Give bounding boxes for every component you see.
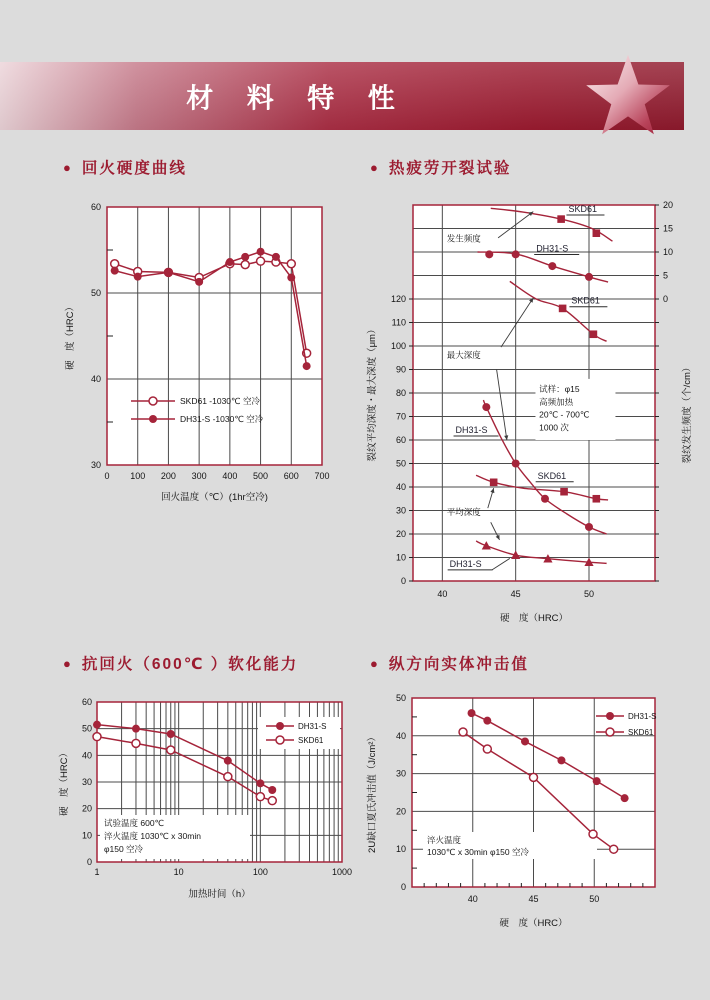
svg-text:10: 10 <box>663 247 674 257</box>
svg-text:0: 0 <box>400 576 406 586</box>
section-title-tempering <box>63 156 187 178</box>
svg-text:110: 110 <box>391 317 406 328</box>
svg-text:50: 50 <box>90 288 101 298</box>
svg-text:SKD61 ‐1030℃ 空冷: SKD61 ‐1030℃ 空冷 <box>180 396 260 406</box>
banner <box>0 62 684 130</box>
svg-text:10: 10 <box>173 867 184 877</box>
svg-text:70: 70 <box>395 411 406 422</box>
svg-text:600: 600 <box>283 471 299 481</box>
svg-text:DH31-S: DH31-S <box>628 712 657 721</box>
svg-text:100: 100 <box>252 867 268 877</box>
svg-text:90: 90 <box>395 364 406 375</box>
svg-text:裂纹平均深度・最大深度（μm）: 裂纹平均深度・最大深度（μm） <box>367 324 378 462</box>
svg-text:硬 度（HRC）: 硬 度（HRC） <box>59 747 70 817</box>
svg-text:500: 500 <box>253 471 269 481</box>
svg-text:1030℃ x 30min φ150 空冷: 1030℃ x 30min φ150 空冷 <box>427 847 529 857</box>
svg-text:50: 50 <box>395 458 406 469</box>
star-icon <box>584 53 672 141</box>
svg-text:回火温度（℃）(1hr空冷): 回火温度（℃）(1hr空冷) <box>161 492 268 503</box>
svg-text:1000: 1000 <box>331 867 353 877</box>
svg-text:20: 20 <box>395 806 406 817</box>
svg-text:50: 50 <box>589 894 600 904</box>
svg-text:0: 0 <box>663 294 669 304</box>
svg-text:30: 30 <box>81 777 92 787</box>
svg-text:DH31-S: DH31-S <box>536 243 569 254</box>
chart-tempering-hardness <box>55 190 355 520</box>
svg-text:DH31-S: DH31-S <box>455 424 488 435</box>
svg-text:试样：φ15: 试样：φ15 <box>539 383 580 394</box>
svg-text:120: 120 <box>390 294 406 304</box>
svg-text:10: 10 <box>395 844 406 855</box>
svg-text:40: 40 <box>395 482 406 492</box>
svg-text:0: 0 <box>400 882 406 892</box>
page-title: 材 料 特 性 <box>186 83 408 114</box>
section-title-label: 回火硬度曲线 <box>81 160 187 177</box>
svg-text:高频加热: 高频加热 <box>539 396 574 407</box>
bullet-icon: ● <box>370 159 380 175</box>
svg-text:0: 0 <box>86 857 92 867</box>
svg-text:50: 50 <box>583 589 595 599</box>
svg-text:硬 度（HRC）: 硬 度（HRC） <box>499 613 569 624</box>
section-title-thermal-fatigue <box>370 156 511 178</box>
svg-text:5: 5 <box>663 270 669 281</box>
svg-text:SKD61: SKD61 <box>571 295 600 306</box>
svg-text:40: 40 <box>437 589 448 599</box>
svg-text:φ150 空冷: φ150 空冷 <box>104 844 144 854</box>
chart-longitudinal-impact <box>360 685 705 940</box>
svg-text:加热时间（h）: 加热时间（h） <box>188 889 251 900</box>
svg-text:20℃ - 700℃: 20℃ - 700℃ <box>539 409 590 420</box>
svg-text:DH31-S: DH31-S <box>298 722 327 731</box>
svg-text:1000 次: 1000 次 <box>539 422 569 433</box>
svg-text:50: 50 <box>81 723 92 734</box>
svg-text:40: 40 <box>467 894 478 904</box>
svg-text:80: 80 <box>395 388 406 398</box>
svg-text:10: 10 <box>395 552 406 563</box>
svg-text:1: 1 <box>94 867 100 877</box>
svg-text:SKD61: SKD61 <box>628 728 654 737</box>
svg-text:SKD61: SKD61 <box>568 204 597 215</box>
svg-text:DH31-S: DH31-S <box>449 558 482 569</box>
section-title-label: 纵方向实体冲击值 <box>388 656 529 673</box>
svg-text:45: 45 <box>528 894 539 904</box>
svg-text:硬 度（HRC）: 硬 度（HRC） <box>499 918 568 929</box>
svg-text:100: 100 <box>390 341 406 351</box>
svg-text:40: 40 <box>81 750 92 761</box>
svg-text:400: 400 <box>222 471 238 481</box>
svg-text:硬 度（HRC）: 硬 度（HRC） <box>65 301 76 371</box>
svg-text:15: 15 <box>663 223 674 234</box>
svg-text:60: 60 <box>395 435 406 445</box>
svg-text:60: 60 <box>81 697 92 707</box>
svg-text:DH31-S ‐1030℃ 空冷: DH31-S ‐1030℃ 空冷 <box>180 414 264 424</box>
svg-text:试验温度 600℃: 试验温度 600℃ <box>104 818 165 828</box>
svg-text:30: 30 <box>395 768 406 779</box>
svg-text:2U缺口夏氏冲击值（J/cm²）: 2U缺口夏氏冲击值（J/cm²） <box>367 732 378 853</box>
svg-text:60: 60 <box>90 202 101 212</box>
svg-text:40: 40 <box>395 730 406 741</box>
section-title-softening <box>63 652 298 674</box>
svg-text:SKD61: SKD61 <box>298 736 324 745</box>
bullet-icon: ● <box>63 655 73 671</box>
svg-text:平均深度: 平均深度 <box>446 507 481 518</box>
svg-text:200: 200 <box>160 471 176 481</box>
svg-text:最大深度: 最大深度 <box>446 349 481 360</box>
svg-text:淬火温度: 淬火温度 <box>427 835 462 845</box>
section-title-label: 抗回火（600℃ ）软化能力 <box>81 656 299 673</box>
svg-text:30: 30 <box>395 505 406 516</box>
svg-text:发生频度: 发生频度 <box>446 233 481 244</box>
svg-text:100: 100 <box>130 471 146 481</box>
chart-softening <box>55 685 385 920</box>
svg-text:SKD61: SKD61 <box>537 470 567 481</box>
section-title-label: 热疲劳开裂试验 <box>388 160 512 177</box>
chart-thermal-fatigue <box>360 185 705 635</box>
svg-text:淬火温度 1030℃ x 30min: 淬火温度 1030℃ x 30min <box>104 831 201 841</box>
bullet-icon: ● <box>370 655 380 671</box>
svg-text:300: 300 <box>191 471 207 481</box>
svg-text:0: 0 <box>104 471 110 481</box>
svg-text:20: 20 <box>81 803 92 814</box>
svg-text:40: 40 <box>90 374 101 384</box>
svg-text:45: 45 <box>510 589 521 599</box>
svg-text:裂纹发生频度（个/cm）: 裂纹发生频度（个/cm） <box>682 362 693 464</box>
svg-text:20: 20 <box>395 529 406 539</box>
svg-text:30: 30 <box>90 460 101 470</box>
section-title-impact <box>370 652 529 674</box>
bullet-icon: ● <box>63 159 73 175</box>
svg-text:20: 20 <box>663 200 674 210</box>
svg-text:10: 10 <box>81 830 92 841</box>
svg-text:700: 700 <box>314 471 330 481</box>
svg-text:50: 50 <box>395 693 406 703</box>
